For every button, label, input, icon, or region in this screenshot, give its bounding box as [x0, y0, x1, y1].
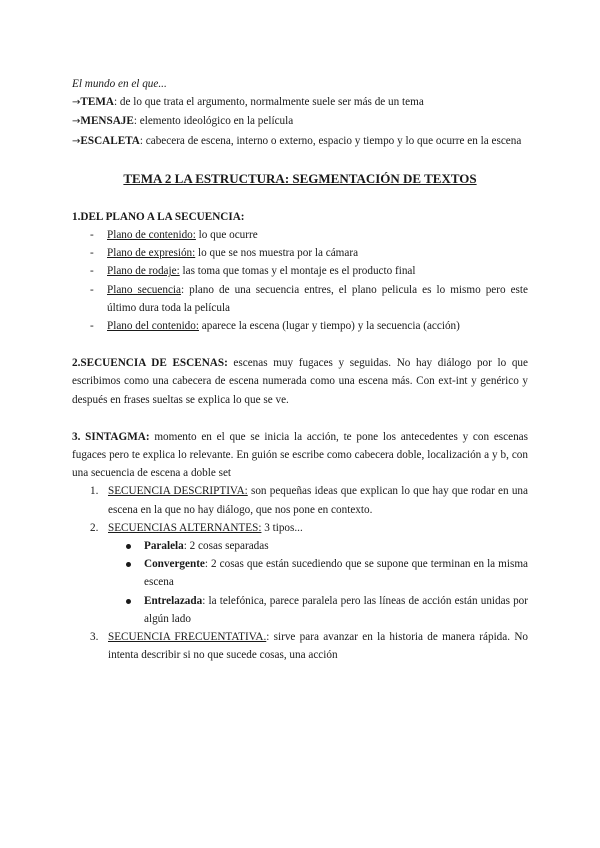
tema-line	[72, 93, 528, 112]
item-number: 2.	[90, 521, 99, 534]
section2-paragraph	[72, 354, 528, 409]
mensaje-label: MENSAJE	[80, 115, 134, 128]
item-text: : sirve para avanzar en la historia de manera rápida. No intenta describir si no que sucede cosas, una acción	[108, 631, 528, 662]
sub-item-text: : 2 cosas que están sucediendo que se supone que terminan en la misma escena	[144, 558, 528, 589]
dash-marker: -	[90, 247, 94, 260]
item-term: Plano de rodaje:	[107, 265, 180, 278]
arrow-icon: →	[72, 97, 81, 109]
item-number: 1.	[90, 485, 99, 498]
arrow-icon: →	[72, 116, 81, 128]
list-item	[72, 226, 528, 244]
list-item	[72, 281, 528, 317]
item-term: SECUENCIAS ALTERNANTES:	[108, 521, 262, 534]
section1-heading: 1.DEL PLANO A LA SECUENCIA:	[72, 210, 245, 223]
item-text: lo que ocurre	[195, 229, 258, 242]
list-item	[72, 628, 528, 664]
sub-list-item	[108, 555, 528, 591]
item-text: son pequeñas ideas que explican lo que hay que rodar en una escena en la que no hay diálogo, que nos pone en contexto.	[108, 485, 528, 516]
escaleta-text: : cabecera de escena, interno o externo, espacio y tiempo y lo que ocurre en la escena	[139, 134, 522, 147]
sub-item-term: Entrelazada	[144, 594, 203, 607]
dash-marker: -	[90, 283, 94, 296]
escaleta-line	[72, 132, 528, 151]
list-item	[72, 262, 528, 280]
sub-list	[108, 537, 528, 628]
sub-list-item	[108, 537, 528, 555]
item-term: Plano de expresión:	[107, 247, 196, 260]
bullet-icon	[126, 599, 131, 604]
sub-item-term: Paralela	[144, 540, 184, 553]
list-item	[72, 482, 528, 518]
arrow-icon: →	[72, 135, 81, 147]
dash-marker: -	[90, 265, 94, 278]
sub-item-text: : la telefónica, parece paralela pero las líneas de acción están unidas por algún lado	[144, 594, 528, 625]
tema-text: : de lo que trata el argumento, normalmente suele ser más de un tema	[113, 96, 424, 109]
document-content	[72, 75, 528, 664]
list-item	[72, 244, 528, 262]
dash-marker: -	[90, 229, 94, 242]
item-term: Plano del contenido:	[107, 320, 199, 333]
dash-marker: -	[90, 320, 94, 333]
mensaje-line	[72, 112, 528, 131]
item-text: : plano de una secuencia entres, el plano pelicula es lo mismo pero este último dura toda la película	[107, 283, 528, 314]
section3-label: 3. SINTAGMA:	[72, 430, 150, 443]
item-text: 3 tipos...	[261, 521, 303, 534]
section1-list	[72, 226, 528, 335]
section3-text: momento en el que se inicia la acción, te pone los antecedentes y con escenas fugaces pero te explica lo relevante. En guión se escribe como cabecera doble, localización a y b, con una secuencia de escena a doble set	[72, 430, 528, 480]
mensaje-text: : elemento ideológico en la película	[133, 115, 294, 128]
item-term: SECUENCIA FRECUENTATIVA.	[108, 631, 267, 644]
item-term: Plano secuencia	[107, 283, 181, 296]
section3-paragraph	[72, 428, 528, 483]
item-text: aparece la escena (lugar y tiempo) y la secuencia (acción)	[198, 320, 460, 333]
list-item	[72, 519, 528, 628]
tema-label: TEMA	[80, 96, 114, 109]
bullet-icon	[126, 544, 131, 549]
sub-item-term: Convergente	[144, 558, 205, 571]
section2-text: escenas muy fugaces y seguidas. No hay diálogo por lo que escribimos como una cabecera de escena numerada como una escena más. Con ext-int y genérico y después en frases sueltas se explica lo que se ve.	[72, 357, 528, 406]
item-term: SECUENCIA DESCRIPTIVA:	[108, 485, 248, 498]
section2-label: 2.SECUENCIA DE ESCENAS:	[72, 357, 228, 370]
item-number: 3.	[90, 631, 99, 644]
sub-item-text: : 2 cosas separadas	[183, 540, 269, 553]
page-title: TEMA 2 LA ESTRUCTURA: SEGMENTACIÓN DE TEXTOS	[123, 170, 477, 186]
item-term: Plano de contenido:	[107, 229, 196, 242]
section3-list	[72, 482, 528, 664]
list-item	[72, 317, 528, 335]
sub-list-item	[108, 592, 528, 628]
intro-line: El mundo en el que...	[72, 78, 167, 90]
item-text: lo que se nos muestra por la cámara	[195, 247, 359, 260]
item-text: las toma que tomas y el montaje es el producto final	[179, 265, 416, 278]
escaleta-label: ESCALETA	[80, 134, 140, 147]
bullet-icon	[126, 562, 131, 567]
